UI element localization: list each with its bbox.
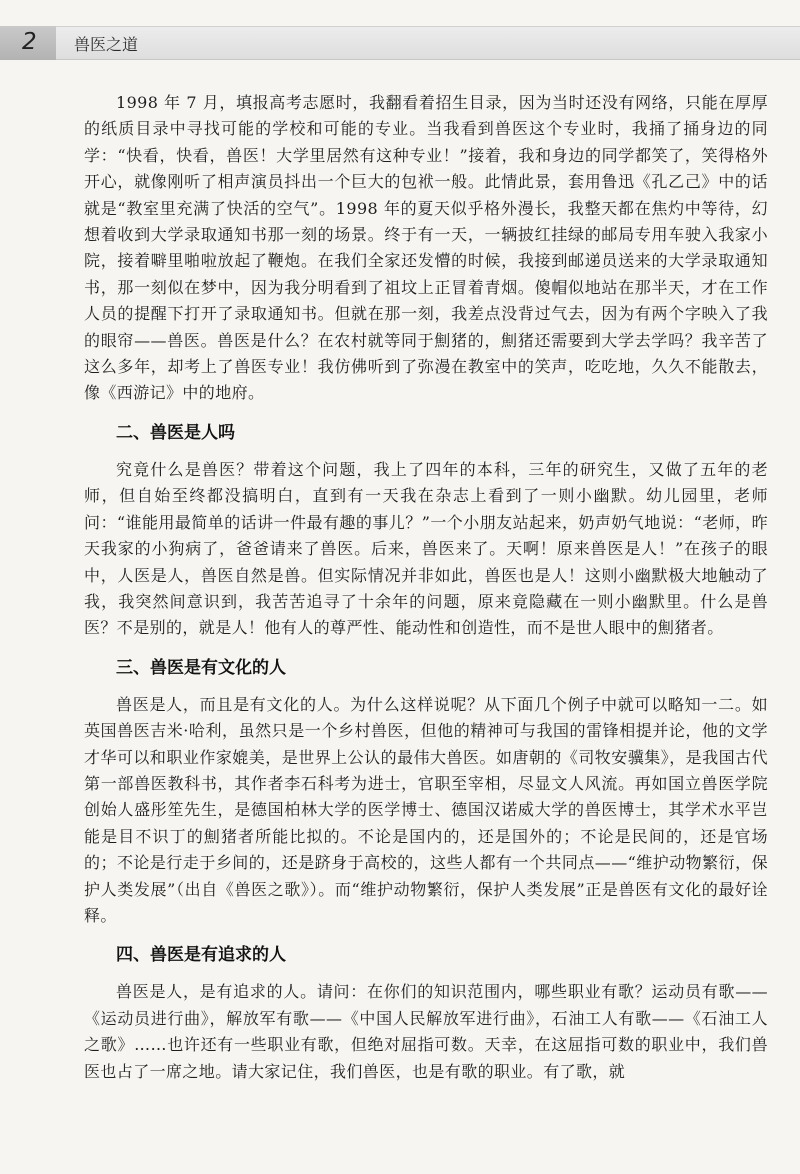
page-body	[84, 90, 768, 1085]
page-number: 2	[22, 29, 37, 55]
intro-paragraph: 1998 年 7 月，填报高考志愿时，我翻看着招生目录，因为当时还没有网络，只能在厚厚的纸质目录中寻找可能的学校和可能的专业。当我看到兽医这个专业时，我捅了捅身边的同学：“快看，快看，兽医！大学里居然有这种专业！”接着，我和身边的同学都笑了，笑得格外开心，就像刚听了相声演员抖出一个巨大的包袱一般。此情此景，套用鲁迅《孔乙己》中的话就是“教室里充满了快活的空气”。1998 年的夏天似乎格外漫长，我整天都在焦灼中等待，幻想着收到大学录取通知书那一刻的场景。终于有一天，一辆披红挂绿的邮局专用车驶入我家小院，接着噼里啪啦放起了鞭炮。在我们全家还发懵的时候，我接到邮递员送来的大学录取通知书，那一刻似在梦中，因为我分明看到了祖坟上正冒着青烟。傻帽似地站在那半天，才在工作人员的提醒下打开了录取通知书。但就在那一刻，我差点没背过气去，因为有两个字映入了我的眼帘——兽医。兽医是什么？在农村就等同于劁猪的，劁猪还需要到大学去学吗？我辛苦了这么多年，却考上了兽医专业！我仿佛听到了弥漫在教室中的笑声，吃吃地，久久不能散去，像《西游记》中的地府。	[84, 93, 768, 403]
page-header	[0, 26, 800, 60]
page-number-box	[0, 26, 56, 60]
section-heading-2: 二、兽医是人吗	[116, 422, 235, 443]
header-rule	[56, 26, 800, 60]
section-paragraph-4: 兽医是人，是有追求的人。请问：在你们的知识范围内，哪些职业有歌？运动员有歌——《运动员进行曲》，解放军有歌——《中国人民解放军进行曲》，石油工人有歌——《石油工人之歌》……也许还有一些职业有歌，但绝对屈指可数。天幸，在这屈指可数的职业中，我们兽医也占了一席之地。请大家记住，我们兽医，也是有歌的职业。有了歌，就	[84, 982, 768, 1081]
section-paragraph-2: 究竟什么是兽医？带着这个问题，我上了四年的本科，三年的研究生，又做了五年的老师，但自始至终都没搞明白，直到有一天我在杂志上看到了一则小幽默。幼儿园里，老师问：“谁能用最简单的话讲一件最有趣的事儿？”一个小朋友站起来，奶声奶气地说：“老师，昨天我家的小狗病了，爸爸请来了兽医。后来，兽医来了。天啊！原来兽医是人！”在孩子的眼中，人医是人，兽医自然是兽。但实际情况并非如此，兽医也是人！这则小幽默极大地触动了我，我突然间意识到，我苦苦追寻了十余年的问题，原来竟隐藏在一则小幽默里。什么是兽医？不是别的，就是人！他有人的尊严性、能动性和创造性，而不是世人眼中的劁猪者。	[84, 459, 768, 638]
section-heading-3: 三、兽医是有文化的人	[116, 657, 286, 678]
running-title: 兽医之道	[74, 35, 139, 54]
section-paragraph-3: 兽医是人，而且是有文化的人。为什么这样说呢？从下面几个例子中就可以略知一二。如英国兽医吉米·哈利，虽然只是一个乡村兽医，但他的精神可与我国的雷锋相提并论，他的文学才华可以和职业作家媲美，是世界上公认的最伟大兽医。如唐朝的《司牧安骥集》，是我国古代第一部兽医教科书，其作者李石科考为进士，官职至宰相，尽显文人风流。再如国立兽医学院创始人盛彤笙先生，是德国柏林大学的医学博士、德国汉诺威大学的兽医博士，其学术水平岂能是目不识丁的劁猪者所能比拟的。不论是国内的，还是国外的；不论是民间的，还是官场的；不论是行走于乡间的，还是跻身于高校的，这些人都有一个共同点——“维护动物繁衍，保护人类发展”（出自《兽医之歌》）。而“维护动物繁衍，保护人类发展”正是兽医有文化的最好诠释。	[84, 694, 768, 925]
section-heading-4: 四、兽医是有追求的人	[116, 945, 286, 966]
